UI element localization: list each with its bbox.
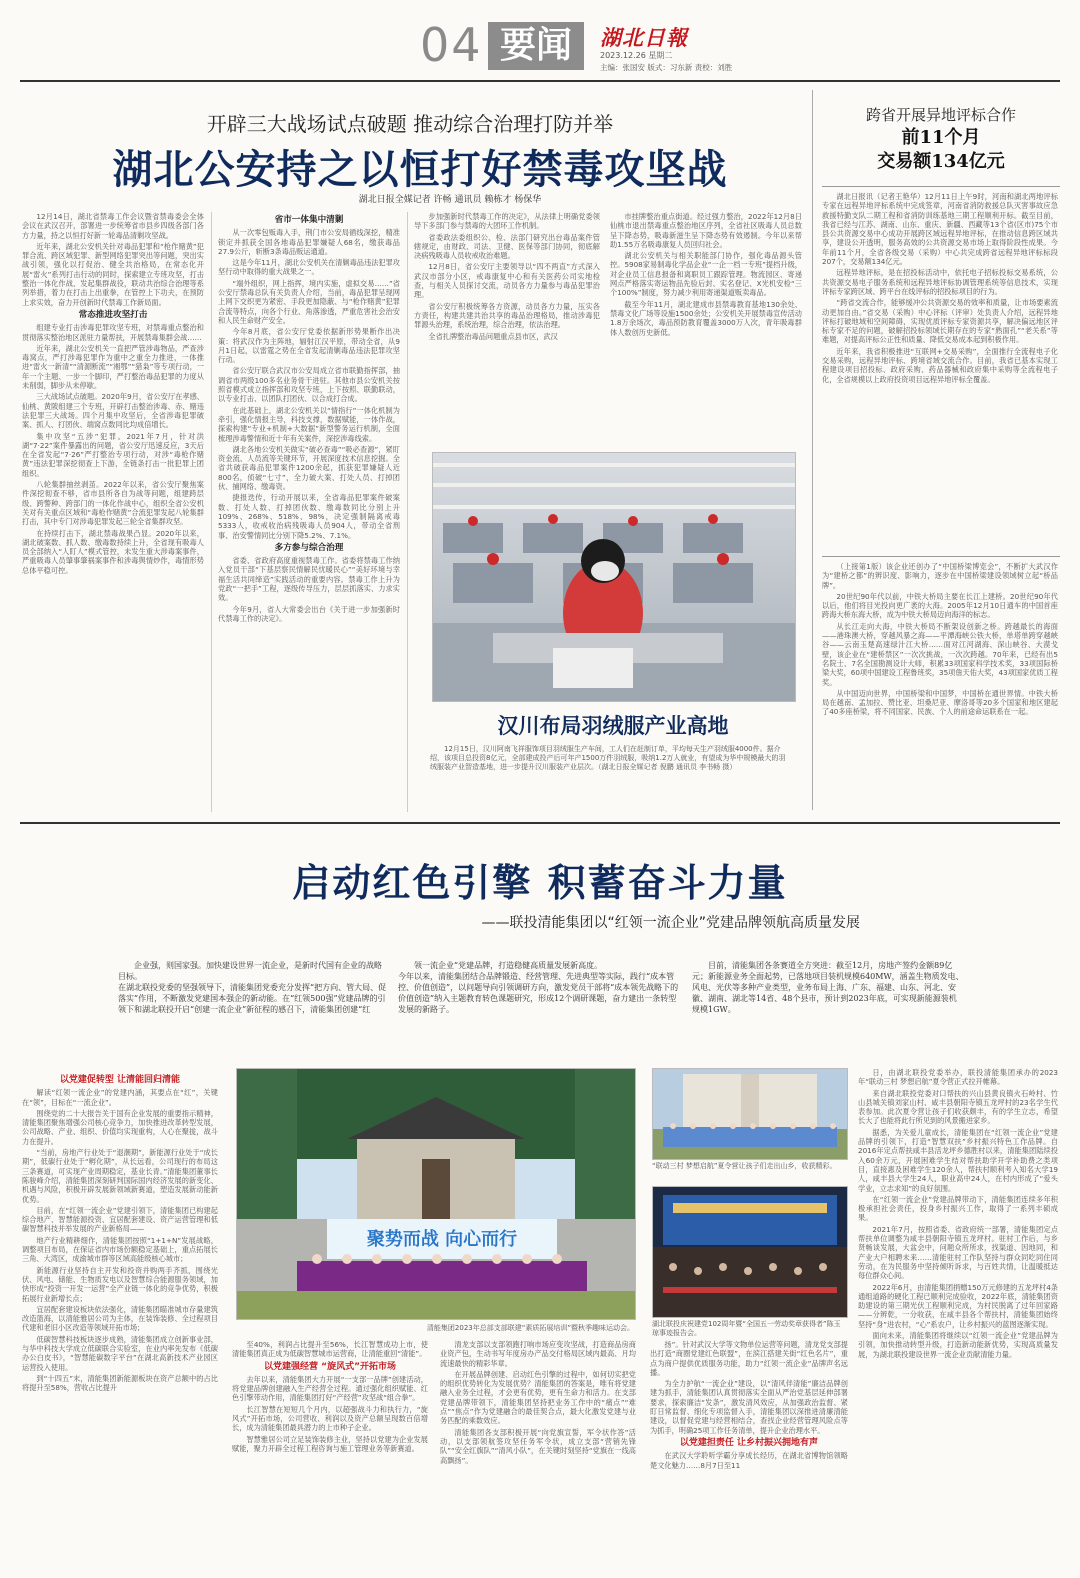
lead-kicker: 开辟三大战场试点破题 推动综合治理打防并举 — [206, 112, 614, 136]
group-photo-banner: 聚势而战 向心而行 — [366, 1229, 518, 1250]
lower-col1-p9: 到“十四五”末，清能集团新能源板块在资产总额中的占比将提升至58%，营收占比提升 — [22, 1373, 218, 1393]
feather-caption-text: 12月15日，汉川阿南飞祥服饰项目羽绒服生产车间，工人们在赶制订单，平均每天生产羽绒服4000件。据介绍，该项目总投资8亿元，全部建成投产后可年产1500万件羽绒服，吸纳1.2万人就业，有望成为华中规模最大的羽绒服装产业智造基地，进一步提升汉川服装产业层次。 — [430, 745, 786, 771]
lead-col1-p2: 近年来，湖北公安机关针对毒品犯罪和“枪作赌黄”犯罪合流、跨区域犯罪、新型网络犯罪突出等问题，突出实战引领，强化以打促治、健全共治格局，在常态化开展“雷火”系列打击行动的同时，探索建立专班攻坚，打击整治一体化作战、发起集群战役，联动共治综合治理等系列举措，着力在打击上出重拳，在管控上下功夫，在预防上求实效，奋力开创新时代禁毒工作新局面。 — [22, 241, 204, 307]
sidebar-continued — [822, 562, 1058, 812]
page-number: 04 — [420, 18, 483, 72]
lower-column-3 — [440, 1340, 636, 1570]
lower-col2b-p3: 智慧雅居公司立足装饰装修主业，坚持以党建为企业发展赋能，聚力开辟全过程工程咨询与施工管理业务等新赛道。 — [232, 1434, 428, 1453]
lower-col1-p1: 解读“红领一流企业”的党建内涵，其要点在“红”，关键在“领”，目标在“一流企业”。 — [22, 1088, 218, 1107]
sidebar-cont-p1: （上接第1版）该企业还创办了“中国桥梁博览会”，不断扩大武汉作为“建桥之都”的辨识度、影响力，逐步在中国桥梁建设领域树立起“桥品牌”。 — [822, 562, 1058, 590]
feather-photo-credit: （湖北日报全媒记者 倪鹏 通讯员 李书畅 摄） — [598, 763, 737, 771]
lead-col1b-p3: 三大战场试点破题。2020年9月，省公安厅在孝感、仙桃、黄陂组建三个专班，开辟打击整治涉毒、赤、赌违法犯罪三大战场。四个月集中攻坚后，全省涉毒犯罪破案、抓人、打团伙、端窝点数同比均成倍增长。 — [22, 392, 204, 430]
editor-credits: 主编：张国安 版式：习东新 责校：刘胜 — [600, 63, 733, 72]
lead-col2b-p2: 今年9月，省人大常委会出台《关于进一步加强新时代禁毒工作的决定》。 — [218, 604, 400, 623]
lead-col3-p3: 12月8日，省公安厅主要领导以“四不两直”方式深入武汉市部分小区，戒毒康复中心和有关医药公司实地检查，与相关人员探讨交流，动员各方力量参与毒品犯罪治理。 — [414, 262, 600, 300]
lower-col3-p3: 清能集团各支部积极开展“向党旗宣誓，军令状作答”活动，以支部领航签攻坚任务军令状，成立支部“营销先锋队”“安全红旗队”“清风小队”，在关键时刻坚持“党旗在一线高高飘扬”。 — [440, 1427, 636, 1465]
sidebar-headline: 前11个月 交易额134亿元 — [877, 127, 1005, 172]
lower-col2-p1: 至40%，利润占比提升至56%，长江智慧成功上市，使清能集团真正成为低碳智慧城市运营商，让清能重回“清能”。 — [232, 1340, 428, 1359]
lead-col2-p1: 从一次零包贩毒入手，荆门市公安局循线深挖，精准锁定并抓获全国各地毒品犯罪嫌疑人68名，缴获毒品27.9公斤，斩断3条毒品贩运通道。 — [218, 228, 400, 256]
summer-camp-caption: “联动三村 梦想启航”夏令营让孩子们走出山乡，收获精彩。 — [652, 1162, 837, 1170]
group-photo-caption: 清能集团2023年总部支部联建“素质拓展培训”暨秋季趣味运动会。 — [426, 1324, 634, 1332]
stage-event-photo — [652, 1186, 848, 1318]
lower-column-4 — [650, 1340, 848, 1570]
lead-col4-p2: 湖北公安机关与相关职能部门协作，强化毒品源头管控。5908家易制毒化学品企业“一企一档一专班”提档升级，对企业员工信息报备和离职员工跟踪管理。物流园区、寄递网点严格落实寄运物品先验后封、实名登记、X光机安检“三个100%”制度，努力减少利用寄递渠道贩卖毒品。 — [610, 251, 802, 298]
lower-column-2 — [232, 1340, 428, 1570]
lower-col4b-p1: 在武汉大学聆听学霸分享成长经历，在湖北省博物馆领略楚文化魅力……8月7日至11 — [650, 1451, 848, 1470]
lead-col1b-p6: 在持续打击下，湖北禁毒战果凸显。2020年以来，湖北破案数、抓人数、缴毒数持续上升，全省现有吸毒人员全部纳入“人盯人”模式管控，未发生重大涉毒案事件，严重吸毒人员肇事肇祸案事件和涉毒舆情炒作，毒情形势总体平稳可控。 — [22, 528, 204, 575]
lead-col2-p6: 在此基础上，湖北公安机关以“情指行”一体化机制为牵引，强化情报主导，科技支撑，数据赋能，一体作战，探索构建“专业+机制+大数据”新型警务运行机制，全面梳理涉毒警情和近十年有关案件，深挖涉毒线索。 — [218, 405, 400, 443]
lower-col1-p8: 低碳智慧科技板块逐步成熟，清能集团成立创新事业部，与华中科技大学成立低碳联合实验室，在业内率先发布《低碳办公白皮书》，“智慧能碳数字平台”在湖北高新技术产业园区运营投入使用。 — [22, 1334, 218, 1372]
lead-col2-p8: 捷报迭传，行动开展以来，全省毒品犯罪案件破案数、打处人数、打掉团伙数、缴毒数同比分别上升109%、268%、518%、98%，决定强制隔离戒毒5333人，收戒收治病残吸毒人员904人，带动全省刑事、治安警情同比分别下降5.2%、7.1%。 — [218, 493, 400, 540]
lower-col5-p3: 据悉，为关爱儿童成长，清能集团在“红领一流企业”党建品牌的引领下，打造“智慧双扶”乡村振兴特色工作品牌。自2016年定点帮扶咸丰县活龙坪乡德胜村以来，清能集团陆续投入60余万元，开展困难学生结对帮扶助学开学补助费之类项目，直接惠及困难学生120余人，帮扶村顺利考入知名大学19人，咸丰县大学生24人，职业高中24人，在村内形成了“爱头学业，立志求知”的良好氛围。 — [858, 1127, 1058, 1193]
lower-col1-p3: “当前，房地产行业处于“退潮期”，新能源行业处于“成长期”，低碳行业处于“孵化期”，从长远看，公司现行的布局这三条赛道，可实现产业周期稳定，基业长青。”清能集团董事长陈骏峰介绍，清能集团深刻研判国际国内经济发展的新变化、机遇与风险，积极开辟发展新领域新赛道，塑造发展新动能新优势。 — [22, 1148, 218, 1204]
sidebar-p4: 近年来，我省积极推进“互联网+交易采购”，全面推行全流程电子化交易采购，远程异地评标、跨境省域交流合作。目前，我省已基本实现工程建设项目招投标、政府采购、药品器械和政府集中采购等全流程电子化，全省规模以上政府投资项目远程异地评标全覆盖。 — [822, 346, 1058, 384]
column-divider — [211, 212, 212, 812]
lower-col4-p1: 扬”。针对武汉大学等文物单位运营等问题，清龙党支部提出打造“商圈党建红色联盟”，在滨江搭建关街“红色名片”，重点为商户提供优质服务功能，助力“红领一流企业”品牌声名远播。 — [650, 1340, 848, 1377]
lower-col1-p4: 目前，在“红领一流企业”党建引领下，清能集团已构建起综合地产、智慧能源投资、宜居配套建设、资产运营管理和低碳智慧科技并举发展的产业新格局—— — [22, 1205, 218, 1234]
lead-col3-p2: 省委政法委组织公、检、法部门研究出台毒品案件管辖规定，由财政、司法、卫健、医保等部门协同，彻底解决病残吸毒人员收戒收治难题。 — [414, 232, 600, 261]
lead-col2-p7: 湖北各地公安机关做实“破必查毒”“吸必查源”，紧盯资金流、人员流等关键环节，开展深度技术信息挖掘。全省共破获毒品犯罪案件1200余起，抓获犯罪嫌疑人近800名，侦破“七寸”，全力破大案、打处人员、打掉团伙、捕网络、缴毒资。 — [218, 444, 400, 492]
section-rule — [20, 822, 1060, 824]
lower-subhead-1: 以党建促转型 让清能回归清能 — [59, 1075, 181, 1085]
lower-col2b-p1: 去年以来，清能集团大力开展“一支部一品牌”创建活动，将党建品牌创建融入生产经营全过程。通过强化组织赋能、红色引擎带动作用，清能集团打好“产经营”攻坚战“组合拳”。 — [232, 1374, 428, 1403]
feather-factory-photo — [432, 452, 796, 702]
lower-headline: 启动红色引擎 积蓄奋斗力量 — [292, 861, 788, 905]
paper-name: 湖北日報 — [600, 25, 688, 50]
lead-col1-subhead: 常态推进攻坚打击 — [78, 309, 148, 320]
lead-col2-p4: 今年8月底，省公安厅党委依据新形势果断作出决策：将武汉作为主阵地，辐射江汉平原，带动全省，从9月1日起，以雷霆之势在全省发起清剿毒品违法犯罪攻坚行动。 — [218, 327, 400, 365]
lower-col2b-p2: 长江智慧在短短几个月内，以超强战斗力和执行力，“旋风式”开拓市场，公司营收、利润以及资产总额呈现数百倍增长，成为清能集团最具潜力的上市种子企业。 — [232, 1404, 428, 1433]
lead-col2-subhead: 省市一体集中清剿 — [274, 215, 344, 225]
lower-col5-p5: 2021年7月，按照省委、省政府统一部署，清能集团定点帮扶单位调整为咸丰县朝阳寺镇五龙坪村。驻村工作后，与乡贤畅谈发展，大盆会中，问题众所所求，找渠道、因地同，和产业大户相聘未来……清能驻村工作队坚持与群众同吃同住同劳动，在为民服务中坚持倾听诉求，与百姓共情，让温暖抵达每位群众心间。 — [858, 1224, 1058, 1281]
sidebar-title: 跨省开展异地评标合作 — [865, 106, 1016, 124]
lead-col2-subhead-2: 多方参与综合治理 — [274, 542, 344, 553]
sidebar-cont-p2: 20世纪90年代以前，中铁大桥局主要在长江上建桥。20世纪90年代以后，他们将目光投向更广袤的大海。2005年12月10日通车的中国首座跨海大桥东海大桥，成为中铁大桥局迈向海洋的标志。 — [822, 591, 1058, 620]
lead-col3-p5: 全省扎牌整治毒品问题重点县市区，武汉 — [428, 331, 558, 341]
lower-col3-p2: 在开展品牌创建、启动红色引擎的过程中，如何切实把党的组织优势转化为发展优势？清能集团的答案是，唯有将党建融入业务全过程，才会更有优势，更有生命力和活力。在支部党建品牌带领下，清能集团坚持把业务工作中的“痛点”“难点”“焦点”作为党建融合的最佳契合点，最大化激发党建与业务匹配的乘数效应。 — [440, 1369, 636, 1426]
lead-column-1 — [22, 212, 204, 817]
lower-col1-p2: 围绕党的二十大报告关于国有企业发展的重要指示精神，清能集团聚焦增强公司核心竞争力，加快推进改革转型发展，公司战略、产业、组织、价值均实现重构，人心在聚拢，战斗力在提升。 — [22, 1108, 218, 1146]
lead-col3-p4: 省公安厅积极统筹各方资源，动员各方力量，压实各方责任，构建共建共治共享的毒品治理格局，推动涉毒犯罪源头治理，系统治理，综合治理，依法治理。 — [414, 301, 600, 330]
lower-subheadline: ——联投清能集团以“红领一流企业”党建品牌领航高质量发展 — [481, 915, 860, 931]
lower-subhead-3: 以党建担责任 让乡村振兴拥地有声 — [679, 1437, 819, 1448]
sidebar-p1: 湖北日报讯（记者王艳华）12月11日上午9时，河南和湖北两地评标专家在远程异地评标系统中完成签章，河南省消防救援总队灭害事故应急救援特勤支队二期工程和省消防训练基地三期工程顺利开标。截至目前，我省已经与江苏、湖南、山东、重庆、新疆、西藏等13个省(区市)75个市县公共资源交易中心成功开展跨区域远程异地评标，在推动信息跨区域共享，建设公开透明，服务高效的公共资源交易市场上取得阶段性成果。今年前11个月，全省各级交易（采购）中心共完成跨省远程异地评标标段207个，交易额134亿元。 — [822, 192, 1058, 267]
lower-col4-p2: 为全力护航“一流企业”建设，以“清风伴清能”廉洁品牌创建为抓手，清能集团认真贯彻落实全面从严治党基层延伸部署要求，探索廉洁“发条”，激发清风效应，从加强政治监督、紧盯日常监督、细化专项监督入手，清能集团以深推进清廉清能建设，以督促党建与经营相结合，查找企业经营管理风险点等为抓手，明确25项工作任务清单，提升企业治理水平。 — [650, 1379, 848, 1435]
lead-column-2 — [218, 212, 400, 817]
lower-col1-p6: 新能源行业坚持自主开发和投资并购两手齐抓，围绕光伏、风电、储能、生物质发电以及智慧综合能源服务领域，加快形成“投资一开发一运营”全产业链一体化的竞争优势，积极拓展行业新增长点； — [22, 1265, 218, 1303]
sidebar-cont-p4: 从中国迈向世界，中国桥梁和中国梦，中国桥在通世界情。中铁大桥局在越南、孟加拉、赞比亚、坦桑尼亚、摩洛哥等20多个国家和地区建起了40多座桥梁，将不同国家、民族、个人的前途命运联系在一起。 — [822, 688, 1058, 717]
masthead — [0, 0, 1080, 80]
column-divider — [407, 212, 408, 812]
issue-date: 2023.12.26 星期二 — [600, 51, 673, 60]
lead-col2-p5: 省公安厅联合武汉市公安局成立省市联勤指挥部，抽调省市两级100多名业务骨干进驻。其他市县公安机关按照省模式成立指挥部和攻坚专班，上下按照、联勤联动，以专业打击、以团队打团伙、以合成打合成。 — [218, 366, 400, 404]
stage-event-caption: 湖北联投庆祝建党102周年暨“全国五一劳动奖章获得者”陈玉琼事迹报告会。 — [652, 1320, 841, 1337]
lower-col5-p1: 日，由湖北联投党委举办，联投清能集团承办的2023年“联动三村 梦想启航”夏令营正式拉开帷幕。 — [858, 1068, 1058, 1087]
lower-col5-p4: 在“红领一流企业”党建品牌带动下，清能集团连续多年积极承担社会责任，投身乡村振兴工作，取得了一系列丰硕成果。 — [858, 1194, 1058, 1223]
section-label: 要闻 — [488, 22, 584, 70]
sidebar-body — [822, 192, 1058, 550]
lead-col3-p1: 步加强新时代禁毒工作的决定》，从法律上明确党委领导下多部门参与禁毒的大团环工作机制。 — [414, 212, 600, 231]
lead-col2-p3: “端外组织，网上指挥，境内实施，虚拟交易……”省公安厅禁毒总队有关负责人介绍，当前，毒品犯罪呈现网上网下交织更为紧密、手段更加隐蔽、与“枪作赌黄”犯罪合流等特点，向各个行业、角落渗透，严重危害社会治安和人民生命财产安全。 — [218, 278, 400, 325]
lead-col2b-p1: 省委、省政府高度重视禁毒工作。省委将禁毒工作纳入党员干部“下基层察民情解民忧暖民心”“美好环境与幸福生活共同缔造”实践活动的重要内容。禁毒工作上升为党政“一把手”工程，逐级传导压力，层层抓落实、力求实效。 — [218, 556, 400, 603]
sidebar-p2: 远程异地评标，是在招投标活动中，依托电子招标投标交易系统，公共资源交易电子服务系统和远程异地评标协调管理系统等信息技术，实现评标专家跨区域、跨平台在线评标的招投标项目的行为。 — [822, 268, 1058, 296]
lead-col1b-p1: 组建专业打击涉毒犯罪攻坚专班，对禁毒重点整治和贯彻落实整治地区派驻力量帮扶，开展禁毒集群会战…… — [22, 323, 204, 342]
lower-intro-right: 目前，清能集团各条赛道全方突进：截至12月，房地产签约金额89亿元；新能源业务全面起势，已落地项目装机规模640MW，涵盖生物质发电、风电、光伏等多种产业类型，业务布局上海、广东、福建、山东、河北、安徽、湖南、湖北等14省、48个县市，预计到2023年底，可实现新能源装机规模1GW。 — [692, 961, 964, 1014]
lower-col1-p7: 宜居配套建设板块依法强化，清能集团瞄准城市存量建筑改造篮海，以清能雅居公司为主体，在装饰装修、全过程项目代建和老旧小区改造等领域开拓市场； — [22, 1304, 218, 1333]
group-photo — [236, 1068, 636, 1320]
sidebar-p3: “跨省交流合作，能够缓冲公共资源交易的效率和质量，让市场要素流动更加自由。”省交易（采购）中心评标（评审）处负责人介绍，远程异地评标打破地域和空间障碍，实现优质评标专家资源共享，解决偏远地区评标专家不足的问题，破解招投标领域长期存在的专家“熟面孔”“老关系”等难题，对提高评标公正性和质量、降低交易成本起到积极作用。 — [822, 298, 1058, 345]
lead-col1b-p4: 集中攻坚“五涉”犯罪。2021年7月，针对洪湖“7·22”案件暴露出的问题，省公安厅迅速反应，3天后在全省发起“7·26”严打整治专项行动，对涉“毒枪作赌黄”违法犯罪深挖彻查上下游，全链条打击一批犯罪上团组织。 — [22, 431, 204, 478]
lead-col4-p3: 截至今年11月，湖北建成市县禁毒教育基地130余处、禁毒文化广场等设施1500余处；公安机关开展禁毒宣传活动1.8万余场次，毒品预防教育覆盖3000万人次，青年吸毒群体人数创历史新低。 — [610, 299, 802, 337]
lead-byline: 湖北日报全媒记者 许畅 通讯员 赖栋才 杨保华 — [358, 195, 542, 205]
lower-column-1 — [22, 1072, 218, 1570]
sidebar-divider — [812, 90, 813, 810]
lead-column-3 — [414, 212, 600, 444]
sidebar-rule — [822, 186, 1060, 187]
summer-camp-photo — [652, 1068, 848, 1160]
lead-col1-p1: 12月14日，湖北省禁毒工作会议暨省禁毒委会全体会议在武汉召开，部署进一步统筹省市县乡四级各部门各方力量，持之以恒打好新一轮毒品清剿攻坚战。 — [22, 212, 204, 240]
lower-intro-middle: 领一流企业”党建品牌，打造稳健高质量发展新高度。 今年以来，清能集团结合品牌锻造、经营管理、先进典型等实际，践行“成本管控、价值创造”，以问题导向引领调研方向，激发党员干部将“成本领先战略下的价值创造”纳入主题教育转色课题研究，形成12个调研课题，奋力建出一条转型发展的新路子。 — [398, 961, 679, 1014]
sidebar-cont-p3: 从长江走向大海，中铁大桥局不断架设创新之桥。跨越最长的海面——港珠澳大桥，穿越风暴之海——平潭海峡公铁大桥，单塔单跨穿越峡谷——云南玉楚高速绿汁江大桥……面对江河湖海、深山峡谷、大漠戈壁，该企业在“建桥禁区”一次次挑战，一次次跨越。70年来，已经有出5名院士、7名全国勘测设计大师，积累33项国家科学技术奖，33项国际桥梁大奖，60项中国建设工程鲁班奖，35项詹天佑大奖，43项国家优质工程奖。 — [822, 621, 1058, 687]
lower-col5-p7: 面向未来，清能集团将继续以“红领一流企业”党建品牌为引领，加快推动转型升级，打造新动能新优势，实现高质量发展，为湖北联投建设世界一流企业贡献清能力量。 — [858, 1331, 1058, 1359]
feather-headline: 汉川布局羽绒服产业高地 — [497, 714, 729, 738]
lower-col5-p6: 2022年6月，由清能集团捐赠150万元修建的五龙坪村4条通组道路的硬化工程已顺利完成验收，2022年底，清能集团资助建设的第三期光伏工程顺利完成，为村民脱离了过年回家路——分辨乾，一分收获，在咸丰县各个帮扶村，清能集团始终坚持“身”进农村，“心”系农户，让乡村振兴的蓝图逐渐实现。 — [858, 1282, 1058, 1329]
lower-subhead-2: 以党建强经营 “旋风式”开拓市场 — [264, 1361, 396, 1372]
lower-col1-p5: 地产行业精耕细作，清能集团按照“1+1+N”发展战略，调整项目布局，在保证省内市场份额稳定基础上，重点拓展长三角、大湾区，成渝城市群等区域高能级核心城市； — [22, 1235, 218, 1264]
lower-col3-p1: 清龙支部以支部领跑打响市场应变攻坚战，打造商品房商业资产包，生动书写年度房办产品交付格局区域内最高、月均流速最快的精彩华章。 — [440, 1340, 636, 1368]
lead-col1b-p5: 八轮集群抽丝剥茧。2022年以来，省公安厅聚焦案件深挖彻查不够，省市县所各自为战等问题，组建跨层级、跨警种、跨部门的一体化作战中心，组织全省公安机关对有关重点区域和“毒枪作赌黄”合流犯罪发起八轮集群打击，其中专门对涉毒犯罪发起三轮全省集群攻坚。 — [22, 480, 204, 527]
lead-headline: 湖北公安持之以恒打好禁毒攻坚战 — [112, 147, 728, 193]
lead-col4-p1: 市挂牌整治重点街道。经过强力整治，2022年12月8日仙桃市退出禁毒重点整治地区序列，全省社区吸毒人员总数呈下降态势，吸毒新滋生呈下降态势有效遏制。今年以来帮助1.55万名吸毒康复人员回归社会。 — [610, 212, 802, 249]
lower-column-5 — [858, 1068, 1058, 1570]
lower-intro-left: 企业强，则国家强。加快建设世界一流企业，是新时代国有企业的战略目标。 在湖北联投党委的坚强领导下，清能集团党委充分发挥“把方向、管大局、促落实”作用，不断激发党建国本强企的新动能。在“红领500强”党建品牌的引领下和湖北联投开启“创建一流企业”新征程的感召下，清能集团创建“红 — [118, 961, 387, 1014]
lower-col5-p2: 来自湖北联投党委对口帮扶的兴山县黄良镇火石岭村、竹山县城关镇刘家山村、咸丰县朝阳寺镇五龙坪村的23名学生代表参加。此次夏令营让孩子们收获颇丰，有的学生立志，希望长大了也能将此行所见到的风景搬进家乡。 — [858, 1088, 1058, 1126]
masthead-rule — [20, 80, 1060, 82]
lead-col1b-p2: 近年来，湖北公安机关一直把严管涉毒物品，严查涉毒窝点，严打涉毒犯罪作为重中之重全力推进，一体推进“雷火一新清”“清源断流”“湘鄂”“猎枭”等专项行动，一年一个主题、一步一个脚印，严打整治毒品犯罪的力度从未削弱，脚步从未停歇。 — [22, 343, 204, 391]
lead-column-4 — [610, 212, 802, 444]
sidebar-rule-2 — [822, 556, 1060, 557]
lead-col2-p2: 这是今年11月，湖北公安机关在清剿毒品违法犯罪攻坚行动中取得的重大战果之一。 — [218, 258, 400, 277]
feather-caption — [430, 745, 792, 772]
